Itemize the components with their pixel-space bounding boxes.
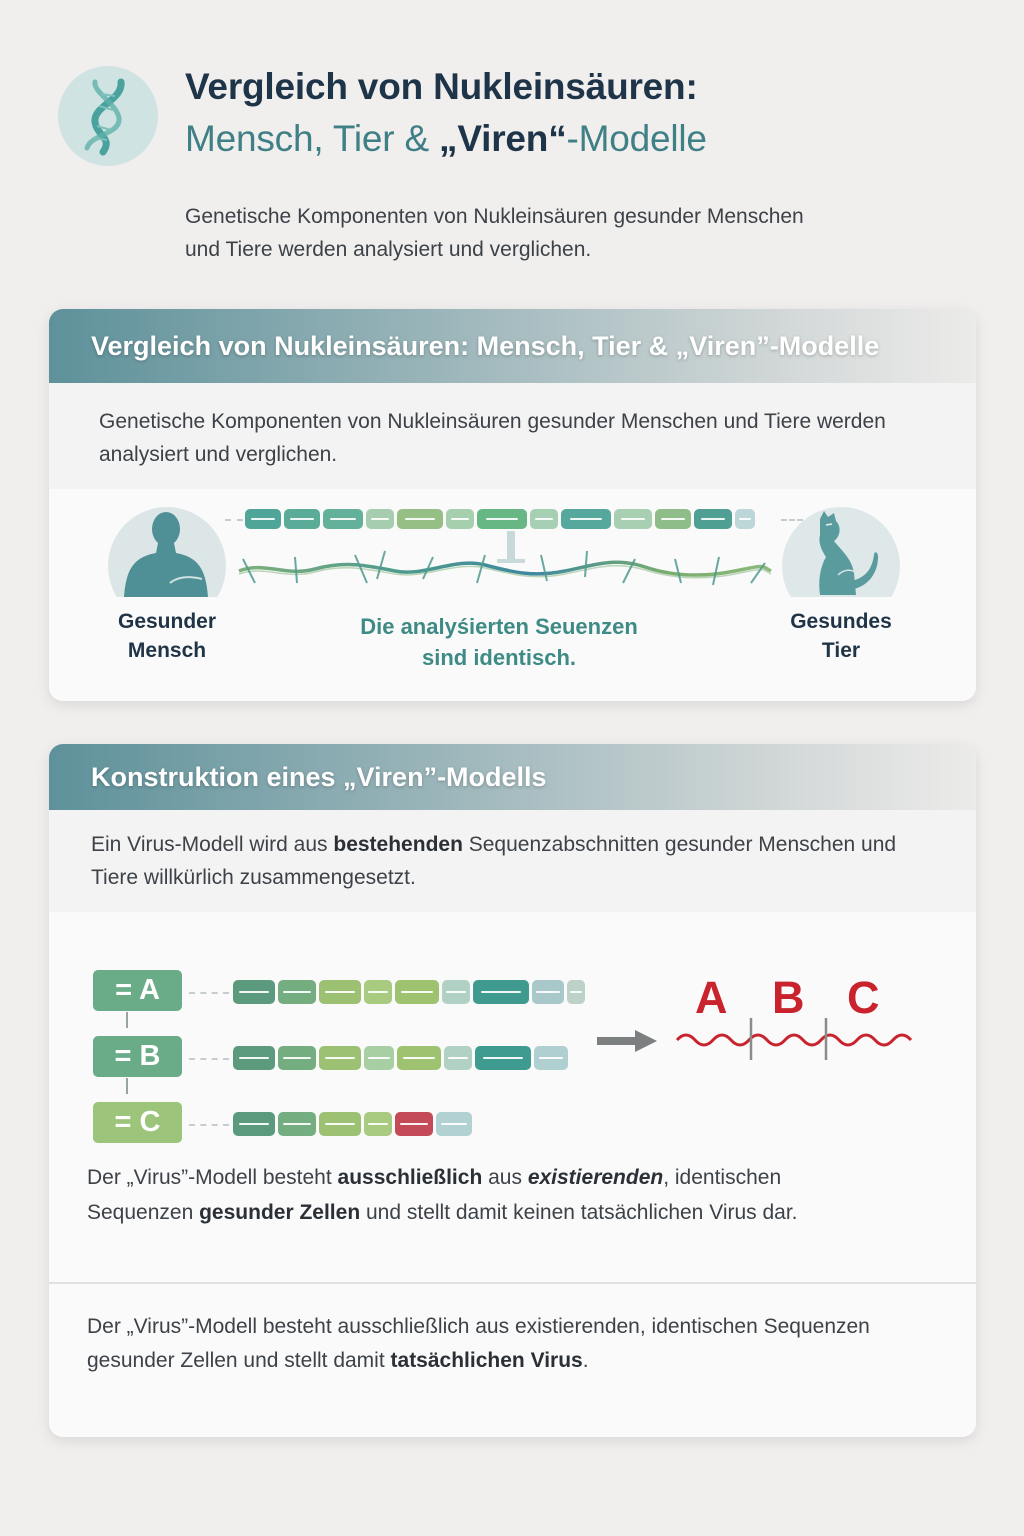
caption-line: sind identisch. <box>421 645 577 670</box>
connector-line <box>189 1058 229 1060</box>
text-part: , identischen Sequenzen <box>87 1166 782 1224</box>
sequence-segment <box>473 980 529 1004</box>
sequence-segment <box>319 1112 361 1136</box>
label-a: = A <box>93 970 182 1011</box>
text-part: . <box>582 1349 589 1372</box>
connector-line <box>126 1078 128 1094</box>
sequence-segment <box>532 980 564 1004</box>
label-line: Mensch <box>127 639 207 662</box>
text-part: Der „Virus”-Modell besteht ausschließlich aus existierenden, identischen Sequenzen gesunder Zellen und stellt damit <box>87 1315 870 1372</box>
page-subtitle-title <box>185 118 707 160</box>
label-line: Gesunder <box>117 610 217 633</box>
divider <box>49 1282 976 1284</box>
title-part: -Modelle <box>566 118 707 159</box>
sequence-segment <box>364 1046 394 1070</box>
comparison-diagram <box>49 489 976 701</box>
text-bold-part: gesunder Zellen <box>199 1201 361 1224</box>
dna-strand-icon <box>235 547 775 593</box>
dna-icon <box>58 66 158 166</box>
connector-line <box>189 1124 229 1126</box>
page-title: Vergleich von Nukleinsäuren: <box>185 66 698 107</box>
virus-sequence-wave <box>673 1012 913 1062</box>
sequence-segment <box>284 509 320 529</box>
sequence-segment <box>319 1046 361 1070</box>
comparison-card <box>49 309 976 701</box>
sequence-segment <box>395 980 439 1004</box>
label-b: = B <box>93 1036 182 1077</box>
card-title: Vergleich von Nukleinsäuren: Mensch, Tier & „Viren”-Modelle <box>49 309 976 383</box>
text-part: Ein Virus-Modell wird aus <box>91 833 334 856</box>
page-intro: Genetische Komponenten von Nukleinsäuren gesunder Menschen und Tiere werden analysiert und verglichen. <box>185 205 804 261</box>
sequence-segment <box>364 1112 392 1136</box>
sequence-segment <box>477 509 527 529</box>
text-bold-part: ausschließlich <box>337 1166 483 1189</box>
connector-line <box>126 1012 128 1028</box>
conclusion-text <box>87 1160 867 1230</box>
virus-construction-diagram <box>49 912 976 1437</box>
human-label <box>87 607 247 665</box>
sequence-segment <box>694 509 732 529</box>
caption-line: Die analyśierten Seuenzen <box>360 614 638 639</box>
sequence-segment <box>233 980 275 1004</box>
card-description <box>49 810 976 912</box>
text-part: und stellt damit keinen tatsächlichen Virus dar. <box>360 1201 798 1224</box>
title-bold-part: „Viren“ <box>439 118 567 159</box>
text-bold-part: tatsächlichen Virus <box>390 1349 583 1372</box>
sequence-segment <box>278 1112 316 1136</box>
sequence-segment <box>278 980 316 1004</box>
sequence-segment <box>319 980 361 1004</box>
virus-model-card <box>49 744 976 1437</box>
text-part: Der „Virus”-Modell besteht <box>87 1166 338 1189</box>
sequence-segment <box>475 1046 531 1070</box>
sequence-segment <box>567 980 585 1004</box>
card-description: Genetische Komponenten von Nukleinsäuren gesunder Menschen und Tiere werden analysiert und verglichen. <box>49 383 976 489</box>
sequence-segment <box>245 509 281 529</box>
sequence-segment <box>278 1046 316 1070</box>
sequence-row-b <box>233 1046 568 1070</box>
card-title: Konstruktion eines „Viren”-Modells <box>49 744 976 810</box>
sequence-segment <box>444 1046 472 1070</box>
sequence-segment <box>655 509 691 529</box>
text-italic-part: existierenden <box>527 1166 664 1189</box>
title-part: Mensch, Tier & <box>185 118 440 159</box>
label-line: Tier <box>821 639 861 662</box>
sequence-segment <box>233 1112 275 1136</box>
animal-cat-icon <box>782 507 900 597</box>
sequence-segment <box>397 509 443 529</box>
sequence-segment <box>397 1046 441 1070</box>
sequence-segment <box>735 509 755 529</box>
dna-sequence-bar <box>245 509 755 529</box>
sequence-segment <box>561 509 611 529</box>
segment-letter-c: C <box>847 972 880 1023</box>
sequence-segment <box>323 509 363 529</box>
sequence-segment <box>233 1046 275 1070</box>
sequence-segment <box>366 509 394 529</box>
sequence-segment <box>395 1112 433 1136</box>
alternate-conclusion-text <box>87 1310 907 1378</box>
sequence-segment <box>442 980 470 1004</box>
sequence-segment <box>530 509 558 529</box>
sequence-segment <box>436 1112 472 1136</box>
arrow-right-icon <box>597 1030 659 1052</box>
sequence-segment <box>364 980 392 1004</box>
text-part: Sequenzabschnitten gesunder Menschen und Tiere willkürlich zusammengesetzt. <box>91 833 897 889</box>
sequence-segment <box>446 509 474 529</box>
human-silhouette-icon <box>108 507 226 597</box>
label-line: Gesundes <box>790 610 892 633</box>
text-bold-part: bestehenden <box>333 833 463 856</box>
sequence-row-a <box>233 980 585 1004</box>
sequence-segment <box>534 1046 568 1070</box>
sequence-segment <box>614 509 652 529</box>
animal-label <box>761 607 921 665</box>
segment-letter-a: A <box>695 972 728 1023</box>
text-part: aus <box>482 1166 528 1189</box>
connector-line <box>225 519 243 521</box>
identity-caption <box>299 611 699 673</box>
label-c: = C <box>93 1102 182 1143</box>
sequence-row-c <box>233 1112 472 1136</box>
segment-letter-b: B <box>772 972 805 1023</box>
connector-line <box>189 992 229 994</box>
